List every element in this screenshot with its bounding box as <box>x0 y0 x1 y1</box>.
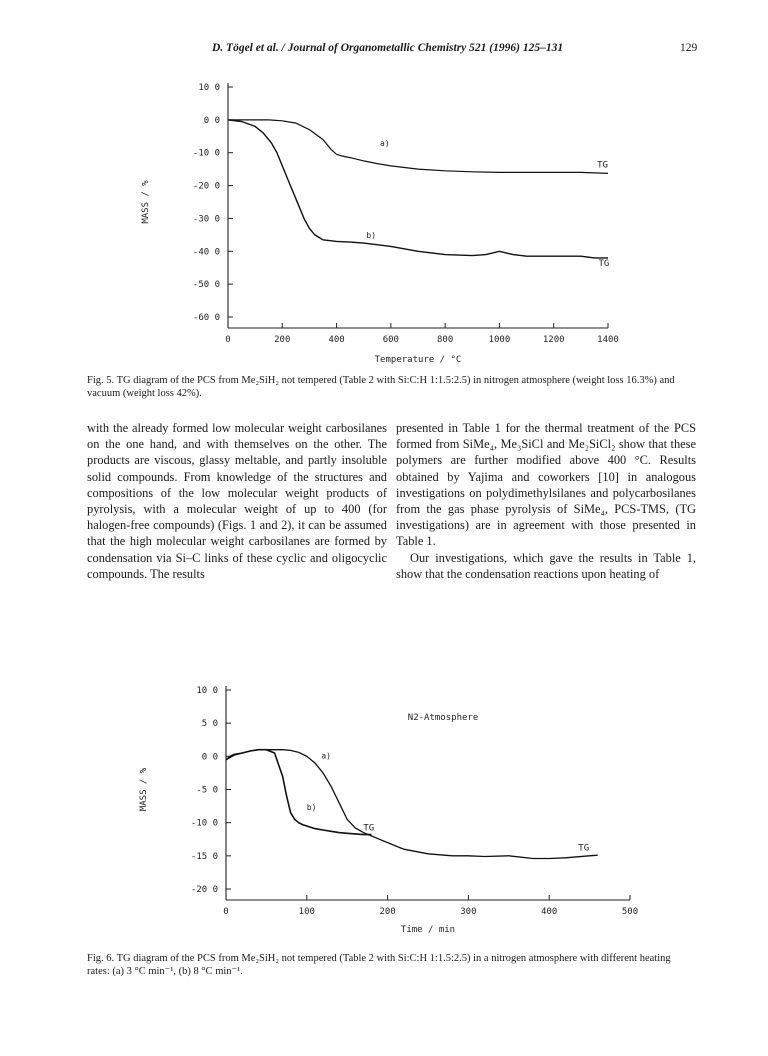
y-tick-label: -5 0 <box>196 785 218 796</box>
annotation-b: b) <box>306 803 317 813</box>
y-tick-label: -60 0 <box>192 313 220 323</box>
x-tick-label: 400 <box>541 907 558 917</box>
annotation-tg: TG <box>597 160 608 171</box>
x-axis-label: Temperature / °C <box>374 355 462 365</box>
x-tick-label: 0 <box>223 907 229 917</box>
x-tick-label: 1000 <box>488 335 511 345</box>
y-tick-label: -15 0 <box>190 851 218 862</box>
y-tick-label: -20 0 <box>190 885 218 895</box>
annotation-a: a) <box>380 139 390 149</box>
annotation-tg: TG <box>598 259 610 270</box>
left-column-paragraph: with the already formed low molecular weight carbosilanes on the one hand, and with themselves on the other. The products are viscous, glassy meltable, and partly insoluble solid compounds. From knowledge of the structures and compositions of the low molecular weight products of pyrolysis, with a molecular weight of up to 400 (for halogen-free compounds) (Figs. 1 and 2), it can be assumed that the high molecular weight carbosilanes are formed by condensation via Si–C links of these cyclic and oligocyclic compounds. The results <box>87 421 387 581</box>
y-tick-label: -10 0 <box>190 818 218 829</box>
annotation-n2-atmosphere: N2-Atmosphere <box>407 712 479 723</box>
series-line-1 <box>226 750 598 859</box>
x-tick-label: 400 <box>328 335 345 345</box>
annotation-a: a) <box>321 751 331 761</box>
y-tick-label: 5 0 <box>201 719 218 730</box>
y-tick-label: 0 0 <box>203 115 220 126</box>
x-tick-label: 300 <box>460 907 477 917</box>
annotation-tg: TG <box>363 823 375 834</box>
x-tick-label: 200 <box>274 335 291 345</box>
x-tick-label: 1200 <box>542 335 565 345</box>
annotation-b: b) <box>366 231 377 241</box>
x-tick-label: 200 <box>379 907 396 917</box>
body-left-column <box>87 420 387 582</box>
y-tick-label: -40 0 <box>192 247 220 258</box>
annotation-tg: TG <box>578 843 590 854</box>
x-tick-label: 600 <box>382 335 399 345</box>
page-number: 129 <box>680 42 698 54</box>
x-tick-label: 500 <box>621 907 639 917</box>
figure-6-caption: Fig. 6. TG diagram of the PCS from Me₂SiH₂ not tempered (Table 2 with Si:C:H 1:1.5:2.5) in a nitrogen atmosphere with different heating rates: (a) 3 °C min⁻¹, (b) 8 °C min⁻¹. <box>87 953 671 977</box>
series-line-1 <box>228 120 608 173</box>
series-line-2 <box>228 120 608 258</box>
y-tick-label: 10 0 <box>198 83 220 93</box>
body-right-column <box>396 420 696 582</box>
y-tick-label: -10 0 <box>192 148 220 159</box>
figure-5-caption: Fig. 5. TG diagram of the PCS from Me₂SiH₂ not tempered (Table 2 with Si:C:H 1:1.5:2.5) in nitrogen atmosphere (weight loss 16.3%) and vacuum (weight loss 42%). <box>87 375 675 399</box>
y-axis-label: MASS / % <box>141 180 151 224</box>
figure-6-chart <box>130 678 650 944</box>
x-axis-label: Time / min <box>400 925 456 935</box>
y-tick-label: 0 0 <box>201 752 218 763</box>
x-tick-label: 100 <box>298 907 315 917</box>
running-header: D. Tögel et al. / Journal of Organometallic Chemistry 521 (1996) 125–131 <box>212 42 564 54</box>
y-tick-label: -30 0 <box>192 214 220 225</box>
right-column-paragraph-2: Our investigations, which gave the results in Table 1, show that the condensation reactions upon heating of <box>396 550 696 581</box>
y-tick-label: -20 0 <box>192 181 220 192</box>
y-tick-label: 10 0 <box>196 686 218 696</box>
y-axis-label: MASS / % <box>139 767 149 812</box>
figure-5-chart <box>140 70 660 370</box>
x-tick-label: 800 <box>437 335 454 345</box>
right-column-paragraph-1: presented in Table 1 for the thermal treatment of the PCS formed from SiMe₄, Me₃SiCl and Me₂SiCl₂ show that these polymers are further modified above 400 °C. Results obtained by Yajima and coworkers [10] in analogous investigations on polydimethylsilanes and polycarbosilanes from the gas phase pyrolysis of SiMe₄, PCS-TMS, (TG investigations) are in agreement with those presented in Table 1. <box>396 421 696 549</box>
y-tick-label: -50 0 <box>192 280 220 291</box>
x-tick-label: 0 <box>225 335 231 345</box>
x-tick-label: 1400 <box>597 335 619 345</box>
